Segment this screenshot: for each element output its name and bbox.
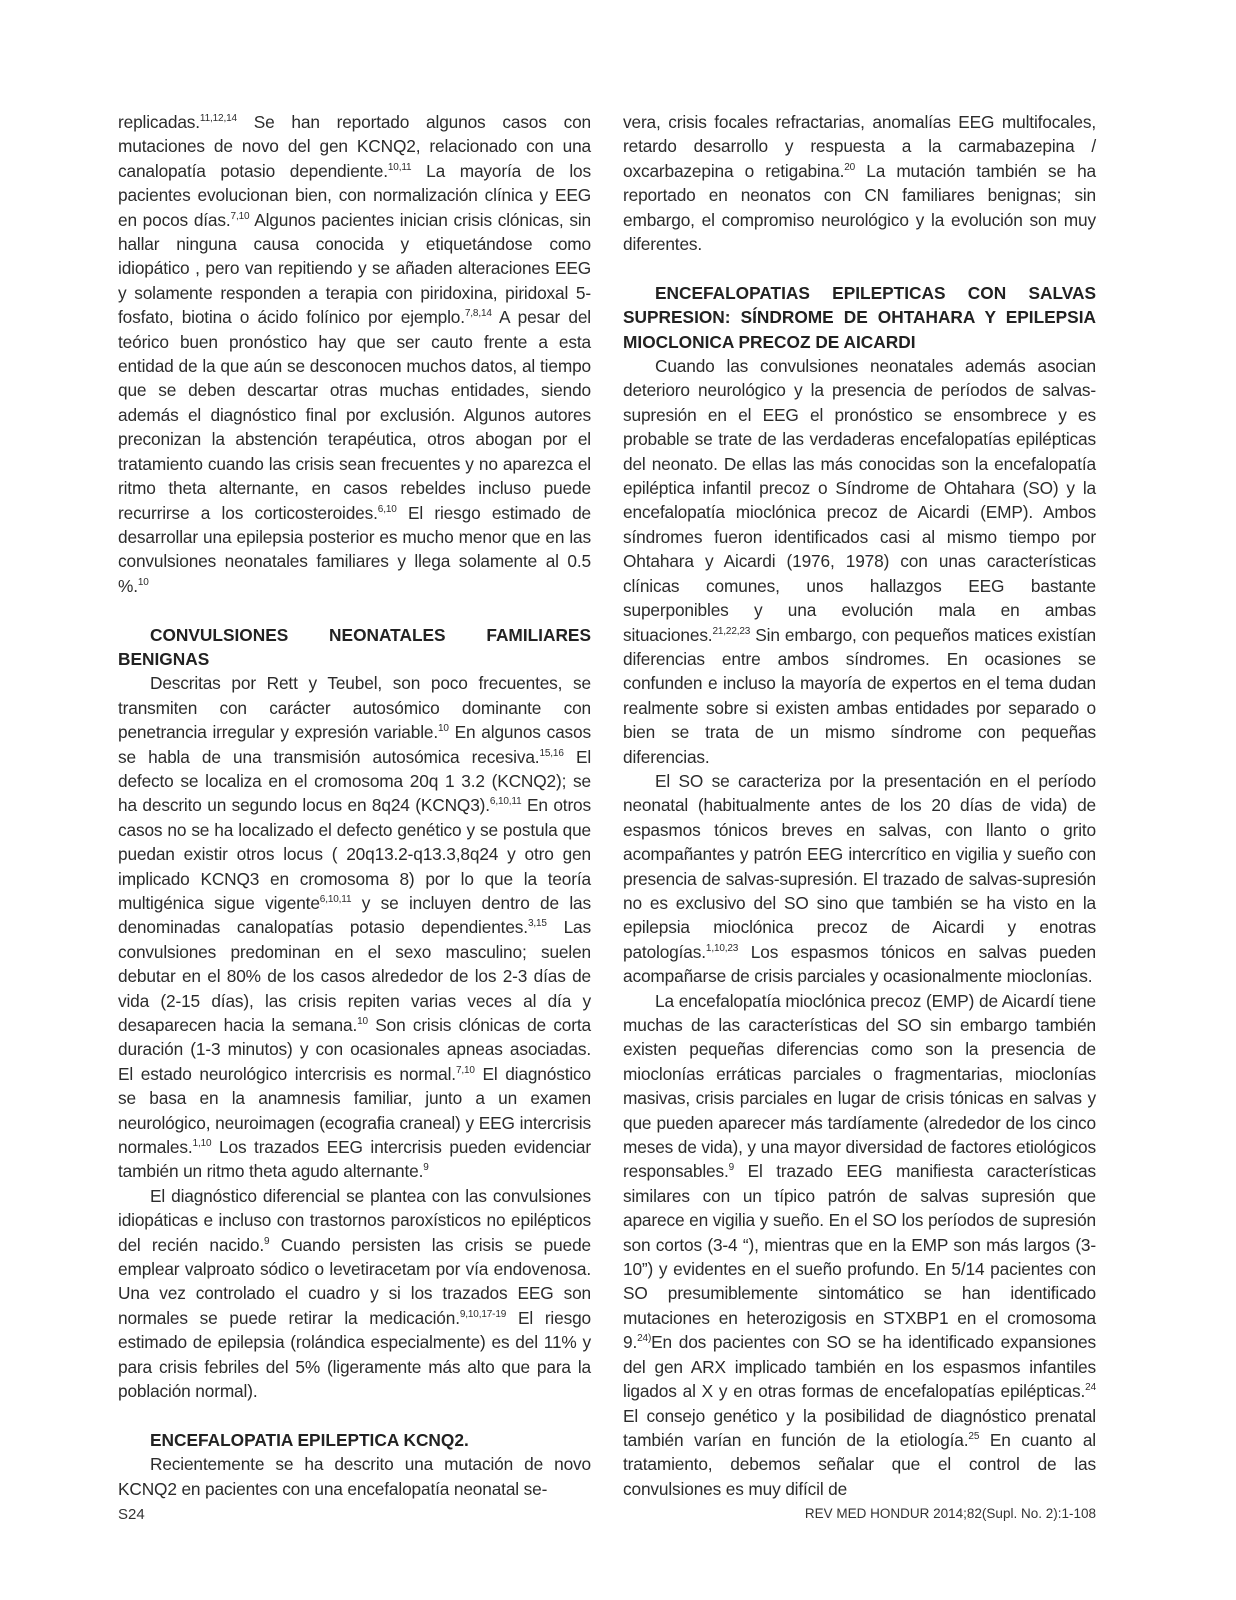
right-column [623, 110, 1096, 1501]
journal-citation: REV MED HONDUR 2014;82(Supl. No. 2):1-108 [804, 1506, 1096, 1521]
paragraph: El SO se caracteriza por la presentación en el período neonatal (habitualmente antes de los 20 días de vida) de espasmos tónicos breves en salvas, con llanto o grito acompañantes y patrón EEG intercrítico en vigilia y sueño con presencia de salvas-supresión. El trazado de salvas-supresión no es exclusivo del SO sino que también se ha visto en la epilepsia mioclónica precoz de Aicardi y enotras patologías.$^{1,10,23}$ Los espasmos tónicos en salvas pueden acompañarse de crisis parciales y ocasionalmente mioclonías. [623, 770, 1096, 987]
section-heading: ENCEFALOPATIA EPILEPTICA KCNQ2. [150, 1429, 469, 1450]
section-heading: CONVULSIONES NEONATALES FAMILIARES BENIGNAS [118, 624, 591, 669]
paragraph: Recientemente se ha descrito una mutación de novo KCNQ2 en pacientes con una encefalopatía neonatal se- [118, 1454, 591, 1499]
page-number: S24 [118, 1506, 145, 1523]
paragraph: replicadas.$^{11,12,14}$ Se han reportado algunos casos con mutaciones de novo del gen KCNQ2, relacionado con una canalopatía potasio dependiente.$^{10,11}$ La mayoría de los pacientes evolucionan bien, con normalización clínica y EEG en pocos días.$^{7,10}$ Algunos pacientes inician crisis clónicas, sin hallar ninguna causa conocida y etiquetándose como idiopático , pero van repitiendo y se añaden alteraciones EEG y solamente responden a terapia con piridoxina, piridoxal 5-fosfato, biotina o ácido folínico por ejemplo.$^{7,8,14}$ A pesar del teórico buen pronóstico hay que ser cauto frente a esta entidad de la que aún se desconocen muchos datos, al tiempo que se deben descartar otras muchas entidades, siendo además el diagnóstico final por exclusión. Algunos autores preconizan la abstención terapéutica, otros abogan por el tratamiento cuando las crisis sean frecuentes y no aparezca el ritmo theta alternante, en casos rebeldes incluso puede recurrirse a los corticosteroides.$^{6,10}$ El riesgo estimado de desarrollar una epilepsia posterior es mucho menor que en las convulsiones neonatales familiares y llega solamente al 0.5 %.$^{10}$ [118, 112, 591, 596]
paragraph: Descritas por Rett y Teubel, son poco frecuentes, se transmiten con carácter autosómico dominante con penetrancia irregular y expresión variable.$^{10}$ En algunos casos se habla de una transmisión autosómica recesiva.$^{15,16}$ El defecto se localiza en el cromosoma 20q 1 3.2 (KCNQ2); se ha descrito un segundo locus en 8q24 (KCNQ3).$^{6,10,11}$ En otros casos no se ha localizado el defecto genético y se postula que puedan existir otros locus ( 20q13.2-q13.3,8q24 y otro gen implicado KCNQ3 en cromosoma 8) por lo que la teoría multigénica sigue vigente$^{6,10,11}$ y se incluyen dentro de las denominadas canalopatías potasio dependientes.$^{3,15}$ Las convulsiones predominan en el sexo masculino; suelen debutar en el 80% de los casos alrededor de los 2-3 días de vida (2-15 días), las crisis repiten varias veces al día y desaparecen hacia la semana.$^{10}$ Son crisis clónicas de corta duración (1-3 minutos) y con ocasionales apneas asociadas. El estado neurológico intercrisis es normal.$^{7,10}$ El diagnóstico se basa en la anamnesis familiar, junto a un examen neurológico, neuroimagen (ecografia craneal) y EEG intercrisis normales.$^{1,10}$ Los trazados EEG intercrisis pueden evidenciar también un ritmo theta agudo alternante.$^9$ [118, 673, 592, 1182]
left-column [118, 110, 591, 1501]
paragraph: vera, crisis focales refractarias, anomalías EEG multifocales, retardo desarrollo y respuesta a la carmabazepina / oxcarbazepina o retigabina.$^{20}$ La mutación también se ha reportado en neonatos con CN familiares benignas; sin embargo, el compromiso neurológico y la evolución son muy diferentes. [623, 112, 1096, 255]
paragraph: El diagnóstico diferencial se plantea con las convulsiones idiopáticas e incluso con trastornos paroxísticos no epilépticos del recién nacido.$^9$ Cuando persisten las crisis se puede emplear valproato sódico o levetiracetam por vía endovenosa. Una vez controlado el cuadro y si los trazados EEG son normales se puede retirar la medicación.$^{9,10,17-19}$ El riesgo estimado de epilepsia (rolándica especialmente) es del 11% y para crisis febriles del 5% (ligeramente más alto que para la población normal). [118, 1185, 591, 1402]
section-heading: ENCEFALOPATIAS EPILEPTICAS CON SALVAS SUPRESION: SÍNDROME DE OHTAHARA Y EPILEPSIA MIOCLONICA PRECOZ DE AICARDI [623, 282, 1096, 352]
paragraph: Cuando las convulsiones neonatales además asocian deterioro neurológico y la presencia de períodos de salvas-supresión en el EEG el pronóstico se ensombrece y es probable se trate de las verdaderas encefalopatías epilépticas del neonato. De ellas las más conocidas son la encefalopatía epiléptica infantil precoz o Síndrome de Ohtahara (SO) y la encefalopatía mioclónica precoz de Aicardi (EMP). Ambos síndromes fueron identificados casi al mismo tiempo por Ohtahara y Aicardi (1976, 1978) con unas características clínicas comunes, unos hallazgos EEG bastante superponibles y una evolución mala en ambas situaciones.$^{21,22,23}$ Sin embargo, con pequeños matices existían diferencias entre ambos síndromes. En ocasiones se confunden e incluso la mayoría de expertos en el tema dudan realmente sobre si existen ambas entidades por separado o bien se trata de un mismo síndrome con pequeñas diferencias. [623, 356, 1096, 767]
paragraph: La encefalopatía mioclónica precoz (EMP) de Aicardí tiene muchas de las características del SO sin embargo también existen pequeñas diferencias como son la presencia de mioclonías erráticas parciales o fragmentarias, mioclonías masivas, crisis parciales en lugar de crisis tónicas en salvas y que pueden aparecer más tardíamente (alrededor de los cinco meses de vida), y una mayor diversidad de factores etiológicos responsables.$^9$ El trazado EEG manifiesta características similares con un típico patrón de salvas supresión que aparece en vigilia y sueño. En el SO los períodos de supresión son cortos (3-4 “), mientras que en la EMP son más largos (3-10”) y evidentes en el sueño profundo. En 5/14 pacientes con SO presumiblemente sintomático se han identificado mutaciones en heterozigosis en STXBP1 en el cromosoma 9.$^{24)}$En dos pacientes con SO se ha identificado expansiones del gen ARX implicado también en los espasmos infantiles ligados al X y en otras formas de encefalopatías epilépticas.$^{24}$ El consejo genético y la posibilidad de diagnóstico prenatal también varían en función de la etiología.$^{25}$ En cuanto al tratamiento, debemos señalar que el control de las convulsiones es muy difícil de [623, 990, 1096, 1499]
